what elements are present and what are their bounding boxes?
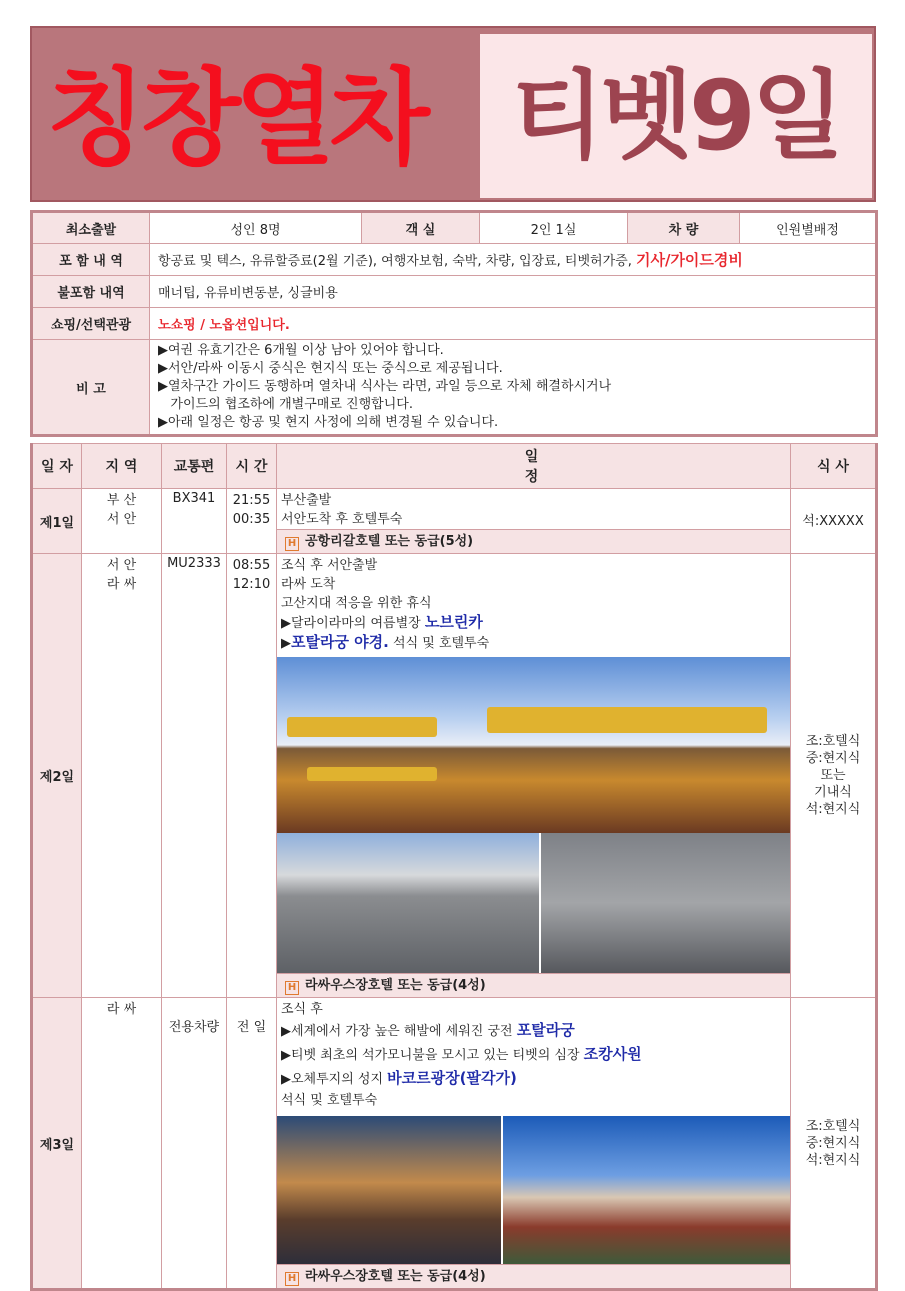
note-line: ▶아래 일정은 항공 및 현지 사정에 의해 변경될 수 있습니다. [158, 415, 499, 430]
region-name: 라 싸 [106, 577, 137, 592]
line-prefix: ▶달라이라마의 여름별장 [281, 616, 425, 631]
itinerary-cell [277, 554, 791, 998]
included-label: 포 함 내 역 [32, 244, 150, 276]
hotel-name: 라싸우스장호텔 또는 동급(4성) [305, 1269, 486, 1284]
excluded-label: 불포함 내역 [32, 276, 150, 308]
day-row-1 [32, 489, 877, 554]
meal-line: 조:호텔식 [805, 734, 861, 749]
vehicle-value: 인원별배정 [740, 212, 877, 244]
time-cell [227, 489, 277, 554]
day-label: 제3일 [32, 998, 82, 1290]
included-highlight: 기사/가이드경비 [635, 251, 743, 269]
note-line: ▶여권 유효기간은 6개월 이상 남아 있어야 합니다. [158, 343, 444, 358]
highlight-potala-night: 포탈라궁 야경. [291, 633, 389, 651]
region-cell [82, 554, 162, 998]
notes-label: 비 고 [32, 340, 150, 436]
highlight-norbulingka: 노브린카 [424, 613, 483, 631]
highlight-jokhang: 조캉사원 [583, 1045, 642, 1063]
highlight-potala: 포탈라궁 [516, 1021, 575, 1039]
notes-value [150, 340, 877, 436]
note-line: ▶열차구간 가이드 동행하며 열차내 식사는 라면, 과일 등으로 자체 해결하시거나 [158, 379, 612, 394]
itinerary-line: 조식 후 [281, 1002, 323, 1017]
region-name: 서 안 [106, 558, 137, 573]
jokhang-temple-photo [277, 657, 790, 833]
hotel-info [277, 973, 790, 997]
itinerary-header-row [32, 444, 877, 489]
time-value: 00:35 [232, 512, 271, 527]
meal-line: 석:현지식 [805, 1152, 861, 1168]
potala-sunset-photo [277, 1116, 501, 1264]
itinerary-line: 부산출발 [281, 493, 332, 508]
meal-line: 조:호텔식 [805, 1118, 861, 1134]
photo-pair [277, 1116, 790, 1264]
itinerary-line [281, 1043, 786, 1067]
day-row-2 [32, 554, 877, 998]
hotel-icon: H [285, 1272, 299, 1286]
header-day: 일 자 [32, 444, 82, 489]
itinerary-cell [277, 998, 791, 1290]
itinerary-line: 석식 및 호텔투숙 [281, 1093, 378, 1108]
banner-title-left: 칭창열차 [46, 57, 424, 179]
meal-line: 중:현지식 [805, 1135, 861, 1151]
info-row-notes [32, 340, 877, 436]
info-row-included [32, 244, 877, 276]
meal-line: 석:XXXXX [802, 513, 864, 529]
itinerary-line: 서안도착 후 호텔투숙 [281, 512, 403, 527]
region-name: 부 산 [106, 493, 137, 508]
day-label: 제2일 [32, 554, 82, 998]
info-row-excluded [32, 276, 877, 308]
header-meal: 식 사 [791, 444, 877, 489]
photo-roof-shape [487, 707, 767, 733]
transport-cell: MU2333 [162, 554, 227, 998]
region-cell [82, 489, 162, 554]
min-departure-label: 최소출발 [32, 212, 150, 244]
hotel-name: 공항리갈호텔 또는 동급(5성) [305, 534, 474, 549]
day-label: 제1일 [32, 489, 82, 554]
itinerary-line [281, 1019, 786, 1043]
photo-roof-shape [287, 717, 437, 737]
itinerary-line [281, 633, 786, 653]
header-transport: 교통편 [162, 444, 227, 489]
itinerary-cell [277, 489, 791, 554]
transport-cell: BX341 [162, 489, 227, 554]
day-row-3 [32, 998, 877, 1290]
banner-title-right: 티벳9일 [480, 34, 872, 198]
highlight-barkhor: 바코르광장(팔각가) [387, 1069, 517, 1087]
min-departure-value: 성인 8명 [150, 212, 362, 244]
line-prefix: ▶티벳 최초의 석가모니불을 모시고 있는 티벳의 심장 [281, 1048, 584, 1063]
header-region: 지 역 [82, 444, 162, 489]
room-label: 객 실 [362, 212, 480, 244]
header-itinerary: 일 정 [277, 444, 791, 489]
room-value: 2인 1실 [480, 212, 628, 244]
line-prefix: ▶세계에서 가장 높은 해발에 세워진 궁전 [281, 1024, 517, 1039]
itinerary-line: 고산지대 적응을 위한 휴식 [281, 596, 432, 611]
line-prefix: ▶ [281, 636, 291, 651]
itinerary-line: 조식 후 서안출발 [281, 558, 378, 573]
meal-line: 기내식 [814, 785, 852, 800]
meal-line: 또는 [820, 768, 846, 783]
hotel-icon: H [285, 981, 299, 995]
time-value: 21:55 [232, 493, 271, 508]
line-suffix: 석식 및 호텔투숙 [388, 636, 490, 651]
info-row-shopping [32, 308, 877, 340]
info-row-basic [32, 212, 877, 244]
meal-cell [791, 554, 877, 998]
hotel-name: 라싸우스장호텔 또는 동급(4성) [305, 978, 486, 993]
time-value: 08:55 [232, 558, 271, 573]
itinerary-line: 라싸 도착 [281, 577, 336, 592]
itinerary-line [281, 1067, 786, 1091]
time-value: 12:10 [232, 577, 271, 592]
included-value [150, 244, 877, 276]
region-name: 서 안 [106, 512, 137, 527]
potala-palace-photo [503, 1116, 790, 1264]
pilgrims-photo [541, 833, 790, 973]
included-text: 항공료 및 텍스, 유류할증료(2월 기준), 여행자보험, 숙박, 차량, 입장료, 티벳허가증, [158, 254, 632, 269]
photo-roof-shape [307, 767, 437, 781]
itinerary-table [30, 443, 878, 1291]
vehicle-label: 차 량 [628, 212, 740, 244]
tour-info-table [30, 210, 878, 437]
hotel-icon: H [285, 537, 299, 551]
hotel-info [277, 1264, 790, 1288]
meal-cell [791, 998, 877, 1290]
header-time: 시 간 [227, 444, 277, 489]
title-banner [30, 26, 876, 202]
time-cell: 전 일 [227, 998, 277, 1290]
region-cell [82, 998, 162, 1290]
itinerary-line [281, 613, 786, 633]
line-prefix: ▶오체투지의 성지 [281, 1072, 388, 1087]
shopping-value: 노쇼핑 / 노옵션입니다. [150, 308, 877, 340]
photo-pair [277, 833, 790, 973]
hotel-info [277, 529, 790, 553]
meal-line: 중:현지식 [805, 751, 861, 766]
time-cell [227, 554, 277, 998]
shopping-label: 쇼핑/선택관광 [32, 308, 150, 340]
note-line: 가이드의 협조하에 개별구매로 진행합니다. [158, 397, 413, 412]
barkhor-square-photo [277, 833, 539, 973]
region-name: 라 싸 [106, 1002, 137, 1017]
transport-cell: 전용차량 [162, 998, 227, 1290]
note-line: ▶서안/라싸 이동시 중식은 현지식 또는 중식으로 제공됩니다. [158, 361, 503, 376]
meal-line: 석:현지식 [805, 802, 861, 817]
meal-cell [791, 489, 877, 554]
excluded-value: 매너팁, 유류비변동분, 싱글비용 [150, 276, 877, 308]
